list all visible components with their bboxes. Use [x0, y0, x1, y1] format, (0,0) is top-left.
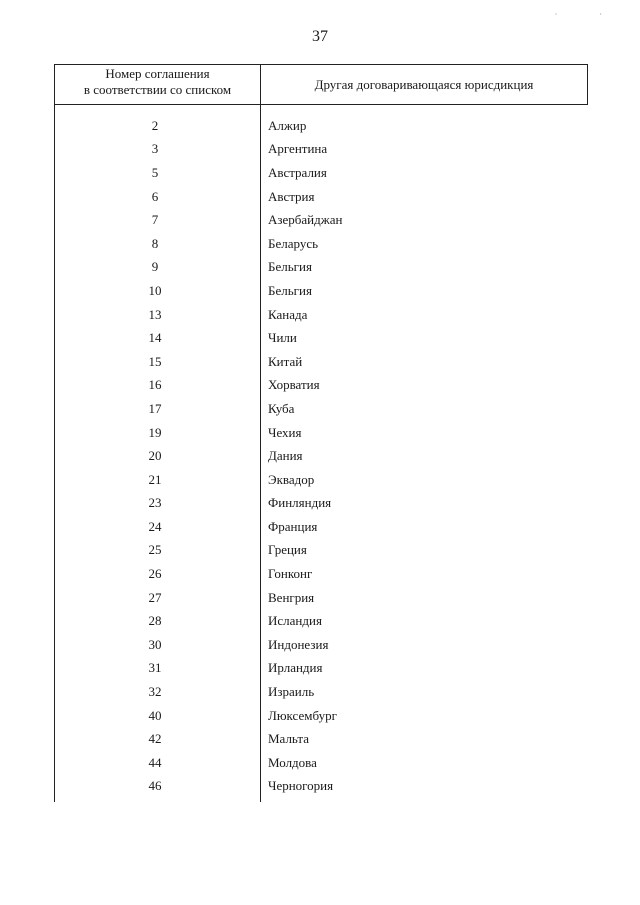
jurisdiction-cell: Черногория [268, 778, 334, 794]
jurisdiction-cell: Молдова [268, 754, 317, 770]
agreement-number-cell: 28 [148, 613, 162, 629]
jurisdiction-cell: Исландия [268, 613, 322, 629]
agreement-number-cell: 6 [151, 188, 159, 204]
jurisdiction-cell: Чили [268, 330, 297, 346]
table-header-divider [54, 104, 588, 105]
jurisdiction-cell: Чехия [268, 424, 302, 440]
table-row [55, 657, 588, 681]
agreement-number-cell: 40 [148, 707, 162, 723]
agreement-number-cell: 19 [148, 424, 162, 440]
agreement-number-cell: 42 [148, 731, 162, 747]
agreement-number-cell: 44 [148, 754, 162, 770]
table-row [55, 114, 588, 138]
agreement-number-cell: 15 [148, 353, 162, 369]
jurisdiction-cell: Индонезия [268, 636, 329, 652]
table-row [55, 751, 588, 775]
agreement-number-cell: 46 [148, 778, 162, 794]
jurisdiction-cell: Греция [268, 542, 307, 558]
agreement-number-cell: 20 [148, 448, 162, 464]
column-header-agreement-number-line1: Номер соглашения [105, 66, 210, 81]
agreement-number-cell: 27 [148, 589, 162, 605]
jurisdiction-cell: Австрия [268, 188, 315, 204]
agreement-number-cell: 32 [148, 684, 162, 700]
agreement-number-cell: 9 [151, 259, 159, 275]
table-row [55, 303, 588, 327]
jurisdiction-cell: Канада [268, 306, 308, 322]
table-row [55, 586, 588, 610]
column-header-agreement-number-line2: в соответствии со списком [83, 82, 232, 97]
table-row [55, 775, 588, 799]
agreement-number-cell: 26 [148, 566, 162, 582]
table-row [55, 208, 588, 232]
table-row [55, 256, 588, 280]
table-row [55, 704, 588, 728]
agreement-number-cell: 7 [151, 212, 159, 228]
agreement-number-cell: 25 [148, 542, 162, 558]
table-row [55, 539, 588, 563]
table-row [55, 444, 588, 468]
jurisdiction-cell: Бельгия [268, 259, 312, 275]
agreement-number-cell: 3 [151, 141, 159, 157]
table-header-right-border [587, 64, 588, 105]
agreement-number-cell: 14 [148, 330, 162, 346]
jurisdiction-cell: Венгрия [268, 589, 315, 605]
table-row [55, 185, 588, 209]
agreement-number-cell: 16 [148, 377, 162, 393]
jurisdiction-cell: Дания [268, 448, 303, 464]
jurisdiction-cell: Алжир [268, 117, 307, 133]
jurisdiction-cell: Финляндия [268, 495, 332, 511]
table-row [55, 161, 588, 185]
jurisdiction-cell: Мальта [268, 731, 309, 747]
jurisdiction-cell: Ирландия [268, 660, 323, 676]
column-header-agreement-number [55, 66, 260, 98]
table-body [55, 114, 588, 798]
agreement-number-cell: 30 [148, 636, 162, 652]
table-row [55, 397, 588, 421]
table-row [55, 468, 588, 492]
agreement-number-cell: 13 [148, 306, 162, 322]
jurisdiction-cell: Китай [268, 353, 303, 369]
agreement-number-cell: 8 [151, 235, 159, 251]
agreement-number-cell: 2 [151, 117, 159, 133]
jurisdiction-cell: Куба [268, 400, 295, 416]
jurisdiction-cell: Бельгия [268, 282, 312, 298]
jurisdiction-cell: Франция [268, 518, 318, 534]
table-row [55, 326, 588, 350]
agreement-number-cell: 21 [148, 471, 162, 487]
jurisdiction-cell: Израиль [268, 684, 315, 700]
jurisdiction-cell: Гонконг [268, 566, 313, 582]
scan-marks: · · [554, 10, 622, 19]
table-top-border [54, 64, 588, 65]
jurisdiction-cell: Аргентина [268, 141, 328, 157]
jurisdiction-cell: Австралия [268, 164, 327, 180]
table-row [55, 421, 588, 445]
table-row [55, 633, 588, 657]
table-row [55, 350, 588, 374]
agreement-number-cell: 10 [148, 282, 162, 298]
agreement-number-cell: 31 [148, 660, 162, 676]
jurisdiction-cell: Эквадор [268, 471, 315, 487]
agreement-number-cell: 24 [148, 518, 162, 534]
page-number: 37 [312, 28, 328, 45]
table-row [55, 727, 588, 751]
table-row [55, 492, 588, 516]
jurisdiction-cell: Люксембург [268, 707, 337, 723]
table-row [55, 609, 588, 633]
agreement-number-cell: 23 [148, 495, 162, 511]
agreement-number-cell: 5 [151, 164, 159, 180]
agreement-number-cell: 17 [148, 400, 162, 416]
jurisdiction-cell: Азербайджан [268, 212, 343, 228]
table-row [55, 374, 588, 398]
table-row [55, 232, 588, 256]
table-row [55, 279, 588, 303]
table-row [55, 515, 588, 539]
column-header-jurisdiction: Другая договаривающаяся юрисдикция [314, 77, 534, 92]
table-row [55, 138, 588, 162]
jurisdiction-cell: Хорватия [268, 377, 320, 393]
table-row [55, 680, 588, 704]
table-row [55, 562, 588, 586]
jurisdiction-cell: Беларусь [268, 235, 319, 251]
